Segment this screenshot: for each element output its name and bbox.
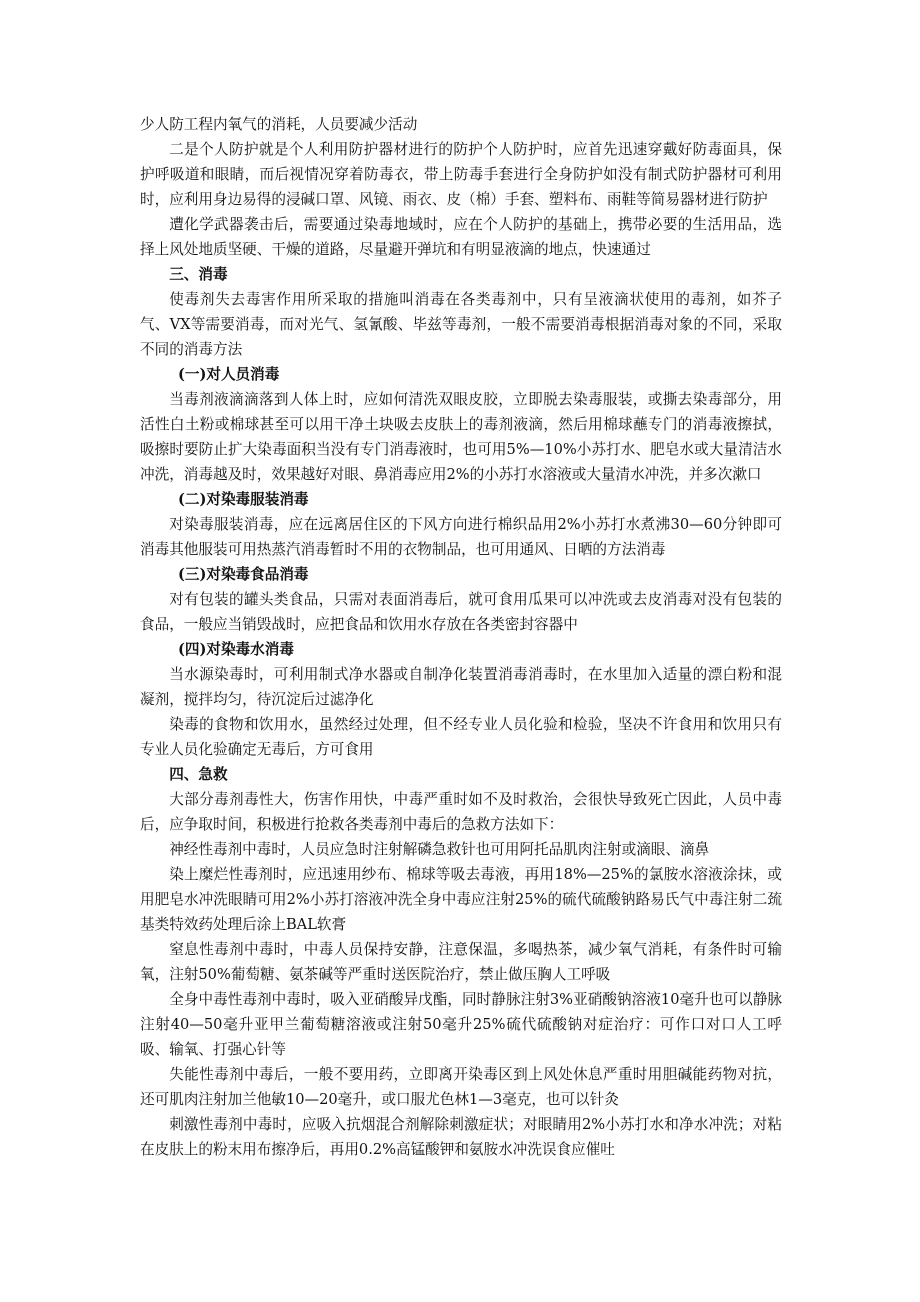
subsection-heading: (一)对人员消毒 — [177, 366, 280, 383]
paragraph: 染毒的食物和饮用水，虽然经过处理，但不经专业人员化验和检验，坚决不许食用和饮用只有专业人员化验确定无毒后，方可食用 — [140, 716, 782, 758]
paragraph: 少人防工程内氧气的消耗，人员要减少活动 — [140, 116, 418, 133]
paragraph: 神经性毒剂中毒时，人员应急时注射解磷急救针也可用阿托品肌肉注射或滴眼、滴鼻 — [169, 841, 710, 858]
paragraph: 当水源染毒时，可利用制式净水器或自制净化装置消毒消毒时，在水里加入适量的漂白粉和混凝剂，搅拌均匀，待沉淀后过滤净化 — [140, 666, 782, 708]
document-body — [140, 112, 782, 1162]
subsection-heading: (三)对染毒食品消毒 — [177, 566, 309, 583]
paragraph: 对有包装的罐头类食品，只需对表面消毒后，就可食用瓜果可以冲洗或去皮消毒对没有包装的食品，一般应当销毁战时，应把食品和饮用水存放在各类密封容器中 — [140, 591, 782, 633]
paragraph: 大部分毒剂毒性大，伤害作用快，中毒严重时如不及时救治，会很快导致死亡因此，人员中毒后，应争取时间，积极进行抢救各类毒剂中毒后的急救方法如下： — [140, 791, 782, 833]
paragraph: 刺激性毒剂中毒时，应吸入抗烟混合剂解除刺激症状；对眼睛用2%小苏打水和净水冲洗；对粘在皮肤上的粉末用布擦净后，再用0.2%高锰酸钾和氨胺水冲洗误食应催吐 — [140, 1116, 782, 1158]
section-heading: 三、消毒 — [169, 266, 228, 283]
paragraph: 失能性毒剂中毒后，一般不要用药，立即离开染毒区到上风处休息严重时用胆碱能药物对抗，还可肌肉注射加兰他敏10—20毫升，或口服尤色林1—3毫克，也可以针灸 — [140, 1066, 782, 1108]
section-heading: 四、急救 — [169, 766, 228, 783]
subsection-heading: (四)对染毒水消毒 — [177, 641, 294, 658]
paragraph: 染上糜烂性毒剂时，应迅速用纱布、棉球等吸去毒液，再用18%—25%的氯胺水溶液涂抹，或用肥皂水冲洗眼睛可用2%小苏打溶液冲洗全身中毒应注射25%的硫代硫酸钠路易氏气中毒注射二巯基类特效药处理后涂上BAL软膏 — [140, 866, 782, 933]
paragraph: 窒息性毒剂中毒时，中毒人员保持安静，注意保温，多喝热茶，减少氧气消耗，有条件时可输氧，注射50%葡萄糖、氨茶碱等严重时送医院治疗，禁止做压胸人工呼吸 — [140, 941, 782, 983]
paragraph: 二是个人防护就是个人利用防护器材进行的防护个人防护时，应首先迅速穿戴好防毒面具，保护呼吸道和眼睛，而后视情况穿着防毒衣，带上防毒手套进行全身防护如没有制式防护器材可利用时，应利用身边易得的浸碱口罩、风镜、雨衣、皮（棉）手套、塑料布、雨鞋等简易器材进行防护 — [140, 141, 782, 208]
paragraph: 遭化学武器袭击后，需要通过染毒地域时，应在个人防护的基础上，携带必要的生活用品，选择上风处地质坚硬、干燥的道路，尽量避开弹坑和有明显液滴的地点，快速通过 — [140, 216, 782, 258]
paragraph: 当毒剂液滴滴落到人体上时，应如何清洗双眼皮胶，立即脱去染毒服装，或撕去染毒部分，用活性白土粉或棉球甚至可以用干净土块吸去皮肤上的毒剂液滴，然后用棉球蘸专门的消毒液擦拭，吸擦时要防止扩大染毒面积当没有专门消毒液时，也可用5%—10%小苏打水、肥皂水或大量清洁水冲洗，消毒越及时，效果越好对眼、鼻消毒应用2%的小苏打水溶液或大量清水冲洗，并多次漱口 — [140, 391, 782, 483]
paragraph: 使毒剂失去毒害作用所采取的措施叫消毒在各类毒剂中，只有呈液滴状使用的毒剂，如芥子气、VX等需要消毒，而对光气、氢氰酸、毕兹等毒剂，一般不需要消毒根据消毒对象的不同，采取不同的消毒方法 — [140, 291, 782, 358]
paragraph: 全身中毒性毒剂中毒时，吸入亚硝酸异戊酯，同时静脉注射3%亚硝酸钠溶液10毫升也可以静脉注射40—50毫升亚甲兰葡萄糖溶液或注射50毫升25%硫代硫酸钠对症治疗：可作口对口人工呼吸、输氧、打强心针等 — [140, 991, 782, 1058]
paragraph: 对染毒服装消毒，应在远离居住区的下风方向进行棉织品用2%小苏打水煮沸30—60分钟即可消毒其他服装可用热蒸汽消毒暂时不用的衣物制品，也可用通风、日晒的方法消毒 — [140, 516, 782, 558]
subsection-heading: (二)对染毒服装消毒 — [177, 491, 309, 508]
